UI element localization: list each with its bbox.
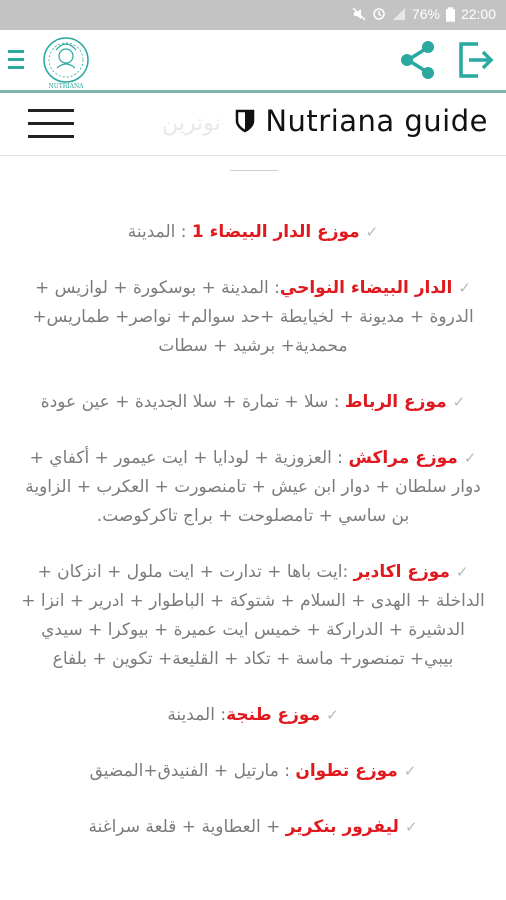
entry-text: : العزوزية + لودايا + ايت عيمور + أكفاي + دوار سلطان + دوار ابن عيش + تامنصورت + العكرب + الزاوية بن ساسي + تامصلوحت + براج تاكركوصت. (25, 448, 481, 526)
list-item (18, 388, 488, 417)
entry-title: موزع طنجة (226, 705, 321, 725)
status-bar (0, 0, 506, 30)
entry-title: موزع اكادير (353, 562, 450, 582)
guide-title-container (235, 104, 488, 138)
entry-title: ليفرور بنكرير (285, 817, 399, 837)
check-icon: ✓ (452, 393, 466, 411)
list-item (18, 757, 488, 786)
battery-percent: 76% (411, 6, 440, 22)
status-icons (352, 6, 496, 22)
list-item (18, 218, 488, 247)
check-icon: ✓ (404, 818, 418, 836)
section-divider (230, 170, 278, 171)
entry-text: + العطاوية + قلعة سراغنة (88, 817, 286, 837)
distributor-list (18, 218, 488, 869)
nutriana-logo (38, 34, 94, 90)
entry-text: : سلا + تمارة + سلا الجديدة + عين عودة (40, 392, 345, 412)
app-bar (0, 30, 506, 93)
entry-title: موزع مراكش (348, 448, 458, 468)
signal-icon (392, 7, 406, 21)
entry-title: الدار البيضاء النواحي (279, 278, 453, 298)
side-menu-icon[interactable] (8, 48, 28, 72)
entry-text: : المدينة (127, 222, 192, 242)
share-icon[interactable] (396, 38, 440, 82)
list-item (18, 558, 488, 674)
list-item (18, 701, 488, 730)
list-item (18, 274, 488, 361)
check-icon: ✓ (458, 279, 471, 297)
entry-title: موزع تطوان (295, 761, 398, 781)
entry-text: : المدينة (167, 705, 227, 725)
check-icon: ✓ (403, 762, 417, 780)
clock: 22:00 (460, 6, 496, 22)
list-item (18, 444, 488, 531)
battery-icon (446, 7, 455, 22)
check-icon: ✓ (365, 223, 379, 241)
entry-title: موزع الرباط (344, 392, 447, 412)
hamburger-menu-icon[interactable] (28, 107, 76, 141)
entry-text: : مارتيل + الفنيدق+المضيق (89, 761, 296, 781)
check-icon: ✓ (326, 706, 339, 724)
check-icon: ✓ (463, 449, 477, 467)
alarm-icon (372, 7, 386, 21)
exit-icon[interactable] (456, 40, 496, 80)
entry-title: موزع الدار البيضاء 1 (191, 222, 360, 242)
page-title: Nutriana guide (265, 104, 488, 138)
shield-icon (235, 109, 255, 133)
toolbar (0, 93, 506, 156)
ghost-title: نوترين (162, 111, 221, 136)
mute-icon (352, 7, 366, 21)
logo-text: NUTRIANA (48, 83, 84, 90)
entry-text: :ايت باها + تدارت + ايت ملول + انزكان + الداخلة + الهدى + السلام + شتوكة + الباطوار + ادرير + انزا + الدشيرة + الدراركة + خميس ايت عميرة + بيوكرا + سيدي بيبي+ تمنصور+ ماسة + تكاد + القليعة+ تكوين + بلفاع (21, 562, 485, 669)
entry-text: : المدينة + بوسكورة + لوازيس + الدروة + مديونة + لخيايطة +حد سوالم+ نواصر+ طماريس+ محمدية+ برشيد + سطات (32, 278, 474, 356)
check-icon: ✓ (455, 563, 469, 581)
list-item (18, 813, 488, 842)
